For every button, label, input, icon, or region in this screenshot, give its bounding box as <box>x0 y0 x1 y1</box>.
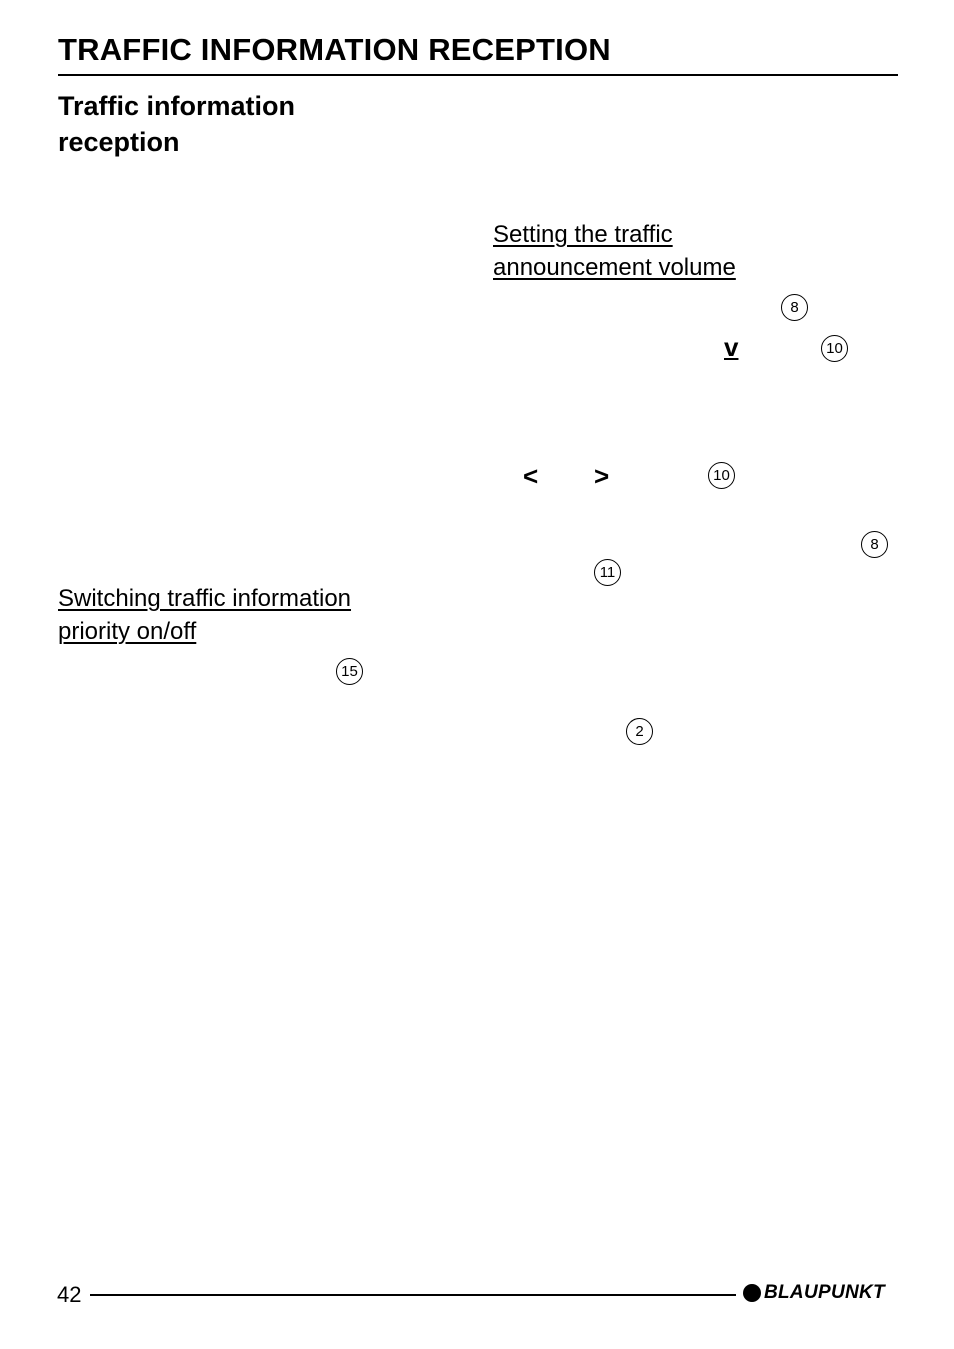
brand-name: BLAUPUNKT <box>764 1282 885 1303</box>
priority-heading-line2: priority on/off <box>58 618 197 645</box>
right-arrow-icon: > <box>594 461 610 491</box>
down-arrow-icon: v <box>724 332 739 362</box>
brand-dot-icon <box>743 1284 761 1302</box>
callout-8-menu: 8 <box>781 294 808 321</box>
callout-2-volume: 2 <box>626 718 653 745</box>
callout-10-rocker: 10 <box>821 335 848 362</box>
callout-15-traffic: 15 <box>336 658 363 685</box>
page-title: TRAFFIC INFORMATION RECEPTION <box>58 32 611 67</box>
callout-10-rocker-2: 10 <box>708 462 735 489</box>
section-title: Traffic information reception <box>58 91 296 157</box>
priority-heading-line1: Switching traffic information <box>58 585 352 612</box>
page-number: 42 <box>57 1282 82 1307</box>
left-arrow-icon: < <box>523 461 539 491</box>
footer-divider <box>90 1294 736 1296</box>
volume-heading <box>493 218 736 284</box>
title-divider <box>58 74 898 76</box>
priority-heading <box>58 582 351 648</box>
volume-heading-line1: Setting the traffic <box>493 221 673 248</box>
callout-8-menu-2: 8 <box>861 531 888 558</box>
callout-11-ok: 11 <box>594 559 621 586</box>
brand-logo <box>743 1283 885 1303</box>
volume-heading-line2: announcement volume <box>493 254 736 281</box>
